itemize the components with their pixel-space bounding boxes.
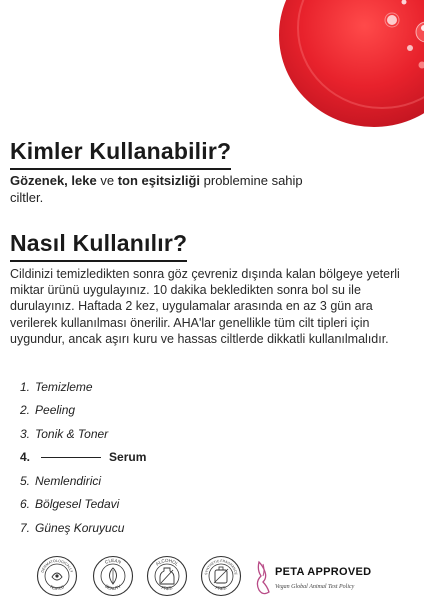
how-to-use-paragraph: Cildinizi temizledikten sonra göz çevreniz dışında kalan bölgeye yeterli miktar ürünü uygulayınız. 10 dakika bekledikten sonra bol su ile durulayınız. Haftada 2 kez, uygulamalar arasında en az 3 gün ara verilerek kullanılması önerilir. AHA'lar genellikle tüm cilt tipleri için uygundur, ancak aşırı kuru ve hassas ciltlerde dikkatli kullanılmalıdır. <box>10 267 400 346</box>
badge-top-text: SYNTHETIC FRAGRANCE <box>204 558 238 576</box>
clean-beauty-badge-icon <box>92 555 134 597</box>
step-number: 4. <box>20 450 31 465</box>
step-item <box>20 399 320 423</box>
step-number: 3. <box>20 426 31 441</box>
peta-title: PETA APPROVED <box>275 566 372 578</box>
bold-pores-spots: Gözenek, leke <box>10 173 97 188</box>
step-label: Peeling <box>35 403 76 418</box>
badge-bottom-text: BEAUTY <box>104 583 122 592</box>
how-to-use-heading: Nasıl Kullanılır? <box>10 230 187 262</box>
peta-approved-badge <box>253 558 413 598</box>
step-number: 2. <box>20 403 31 418</box>
step-label: Serum <box>109 450 147 465</box>
step-number: 7. <box>20 520 31 535</box>
badge-bottom-text: TESTED <box>48 583 66 592</box>
who-can-use-text <box>10 172 310 206</box>
step-item <box>20 375 320 399</box>
step-item <box>20 469 320 493</box>
step-item-active <box>20 446 320 470</box>
step-label: Bölgesel Tedavi <box>35 497 120 512</box>
bold-tone-unevenness: ton eşitsizliği <box>117 173 201 188</box>
svg-text:TESTED <box>49 584 65 591</box>
step-number: 6. <box>20 497 31 512</box>
badge-top-text: ALCOHOL <box>154 557 180 567</box>
text-problem-skin: problemine sahip ciltler. <box>10 173 303 205</box>
synthetic-fragrance-free-badge-icon <box>200 555 242 597</box>
step-number: 1. <box>20 379 31 394</box>
step-item <box>20 516 320 540</box>
svg-text:ALCOHOL <box>155 558 180 567</box>
badge-top-text: CLEAN <box>104 557 122 565</box>
badge-bottom-text: FREE <box>214 584 228 592</box>
peta-subtitle: Vegan Global Animal Test Policy <box>275 584 355 590</box>
routine-steps-list <box>20 375 320 540</box>
svg-text:FREE <box>161 585 173 591</box>
badge-top-text: DERMATOLOGICALLY <box>40 558 74 574</box>
step-item <box>20 493 320 517</box>
who-can-use-section <box>10 138 231 170</box>
step-label: Güneş Koruyucu <box>35 520 125 535</box>
step-number: 5. <box>20 473 31 488</box>
svg-text:FREE <box>215 585 227 591</box>
step-label: Nemlendirici <box>35 473 102 488</box>
step-label: Temizleme <box>35 379 93 394</box>
how-to-use-section <box>10 230 187 262</box>
step-item <box>20 422 320 446</box>
badge-bottom-text: FREE <box>160 584 174 592</box>
dermatologically-tested-badge-icon <box>36 555 78 597</box>
bunny-icon <box>253 560 273 596</box>
serum-droplet-image <box>264 0 424 130</box>
step-label: Tonik & Toner <box>35 426 109 441</box>
who-can-use-heading: Kimler Kullanabilir? <box>10 138 231 170</box>
text-and: ve <box>96 173 118 188</box>
active-step-dash <box>41 457 101 459</box>
alcohol-free-badge-icon <box>146 555 188 597</box>
